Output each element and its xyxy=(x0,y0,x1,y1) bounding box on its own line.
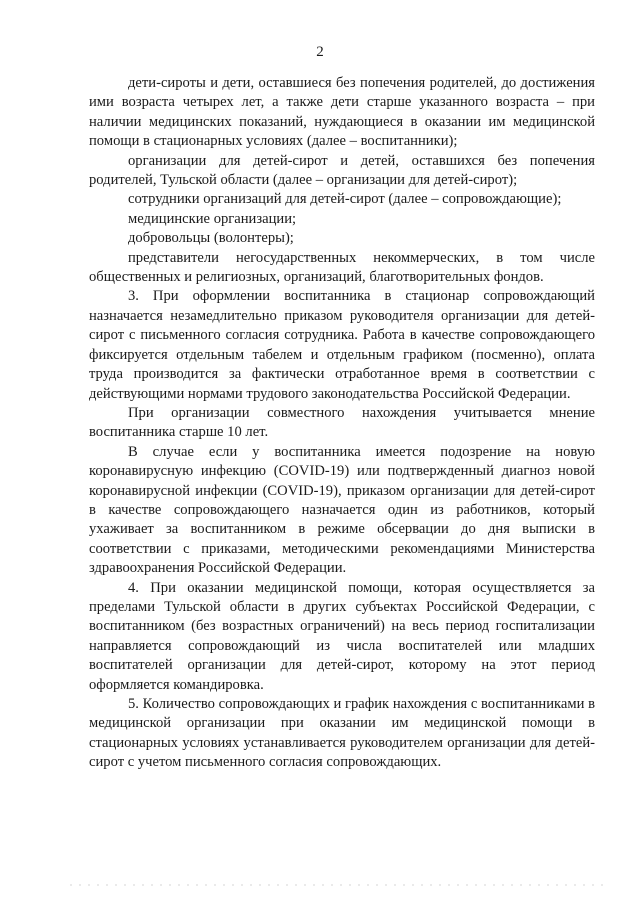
paragraph-staff: сотрудники организаций для детей-сирот (далее – сопровождающие); xyxy=(128,191,562,208)
paragraph-orphan-organizations: организации для детей-сирот и детей, оставшихся без попечения родителей, Тульской области (далее – организации для детей-сирот); xyxy=(89,152,595,189)
paragraph-clause-3: 3. При оформлении воспитанника в стационар сопровождающий назначается незамедлительно приказом руководителя организации для детей-сирот с письменного согласия сотрудника. Работа в качестве сопровождающего фиксируется отдельным табелем и отдельным графиком (посменно), оплата труда производится за фактически отработанное время в соответствии с действующими нормами трудового законодательства Российской Федерации. xyxy=(89,288,595,402)
paragraph-volunteers: добровольцы (волонтеры); xyxy=(128,230,294,247)
paragraph-clause-5: 5. Количество сопровождающих и график нахождения с воспитанниками в медицинской организации при оказании им медицинской помощи в стационарных условиях устанавливается руководителем организации для детей-сирот с учетом письменного согласия сопровождающих. xyxy=(89,696,595,771)
paragraph-clause-3-opinion: При организации совместного нахождения учитывается мнение воспитанника старше 10 лет. xyxy=(89,404,595,441)
scan-footer-artifact xyxy=(70,884,610,886)
page-number: 2 xyxy=(316,44,324,60)
paragraph-medical-organizations: медицинские организации; xyxy=(128,210,297,227)
paragraph-beneficiaries-children: дети-сироты и дети, оставшиеся без попечения родителей, до достижения ими возраста четырех лет, а также дети старше указанного возраста – при наличии медицинских показаний, нуждающиеся в оказании им медицинской помощи в стационарных условиях (далее – воспитанники); xyxy=(89,75,595,150)
paragraph-ngo-representatives: представители негосударственных некоммерческих, в том числе общественных и религиозных, организаций, благотворительных фондов. xyxy=(89,249,595,286)
paragraph-clause-3-covid: В случае если у воспитанника имеется подозрение на новую коронавирусную инфекцию (COVID-19) или подтвержденный диагноз новой коронавирусной инфекции (COVID-19), приказом организации для детей-сирот в качестве сопровождающего назначается один из работников, который ухаживает за воспитанником в режиме обсервации до дня выписки в соответствии с приказами, методическими рекомендациями Министерства здравоохранения Российской Федерации. xyxy=(89,443,595,577)
paragraph-clause-4: 4. При оказании медицинской помощи, которая осуществляется за пределами Тульской области в других субъектах Российской Федерации, с воспитанником (без возрастных ограничений) на весь период госпитализации направляется сопровождающий из числа воспитателей или младших воспитателей организации для детей-сирот, которому на этот период оформляется командировка. xyxy=(89,579,595,693)
document-body xyxy=(89,74,595,773)
